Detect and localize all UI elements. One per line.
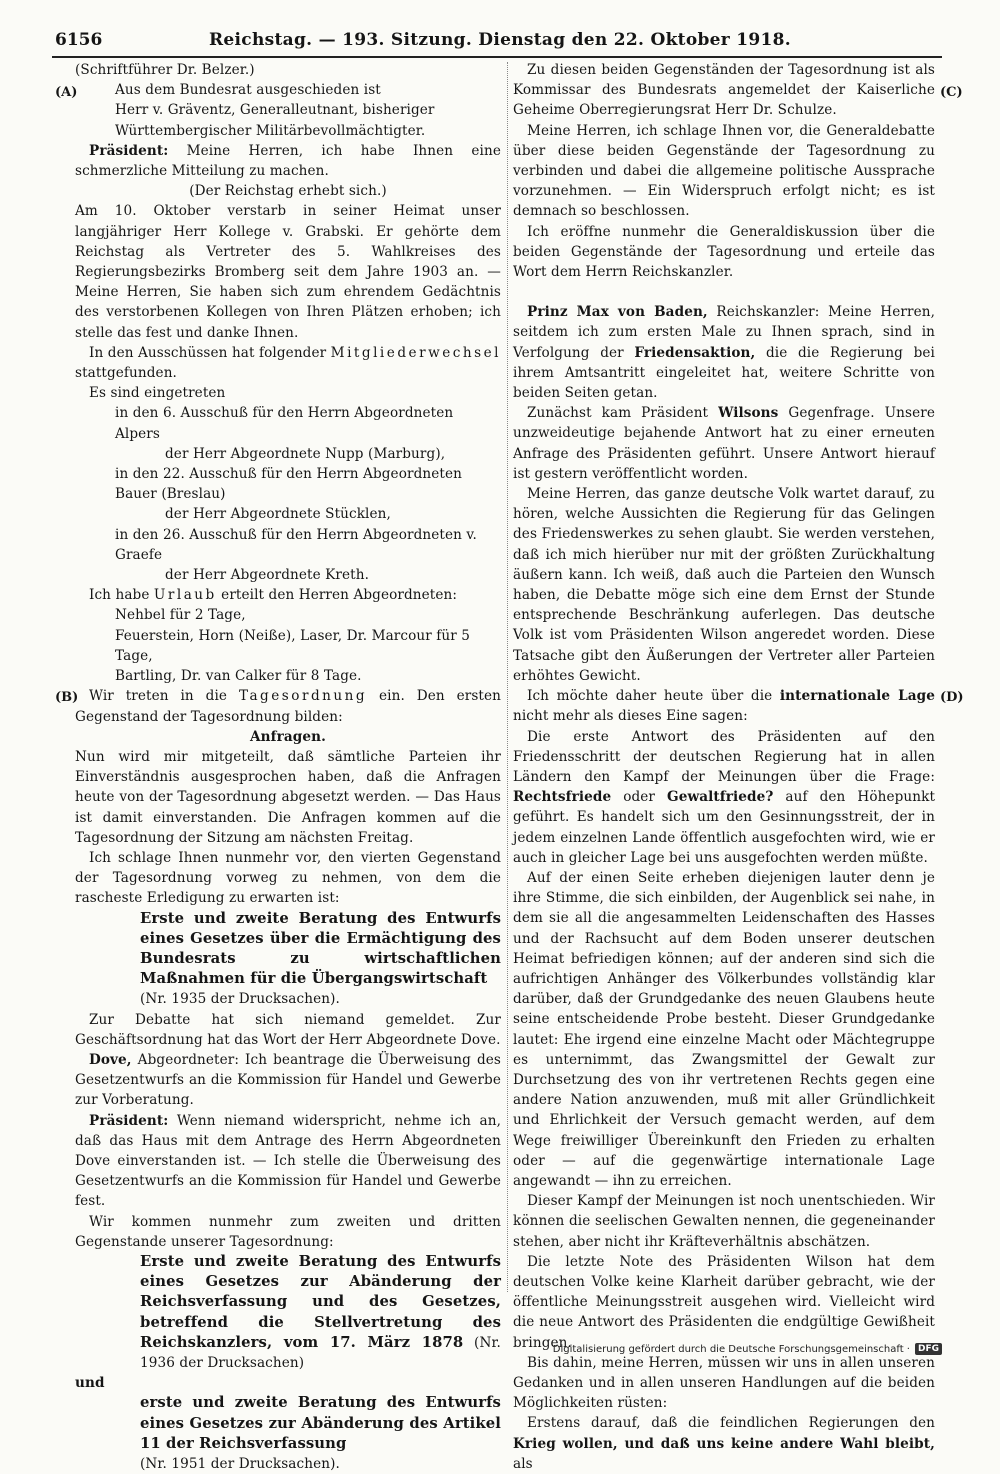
paragraph: Meine Herren, das ganze deutsche Volk wartet darauf, zu hören, welche Aussichten die Regierung für das Gelingen des Friedenswerkes zu sehen glaubt. Sie werden verstehen, daß ich mich hierüber nur mit der größten Zurückhaltung äußern kann. Ich weiß, daß auch die Parteien den Wunsch haben, die Debatte möge sich eine dem Ernst der Stunde entsprechende Beschränkung auferlegen. Das deutsche Volk ist vom Präsidenten Wilson angeredet worden. Diese Tatsache gibt den Äußerungen der Vertreter aller Parteien erhöhtes Gewicht.: [513, 486, 935, 684]
text: stattgefunden.: [75, 365, 177, 382]
paragraph: Die letzte Note des Präsidenten Wilson hat dem deutschen Volke keine Klarheit darüber gebracht, wie der öffentliche Meinungsstreit ausgehen wird. Vielleicht wird die neue Antwort des Präsidenten die endgültige Gewißheit bringen.: [513, 1253, 935, 1351]
agenda-reference: (Nr. 1935 der Drucksachen).: [140, 991, 340, 1008]
paragraph: (Schriftführer Dr. Belzer.): [75, 62, 255, 78]
paragraph: [75, 585, 501, 605]
emphasis: Gewaltfriede?: [667, 789, 774, 806]
speaker-name: Präsident:: [89, 142, 169, 159]
agenda-item: [75, 1393, 501, 1474]
spaced-term: Urlaub: [153, 587, 217, 604]
paragraph: Zu diesen beiden Gegenständen der Tagesordnung ist als Kommissar des Bundesrats angemeldet der Kaiserliche Geheime Oberregierungsrat Herr Dr. Schulze.: [513, 62, 935, 119]
paragraph: Zur Debatte hat sich niemand gemeldet. Zur Geschäftsordnung hat das Wort der Herr Abgeordnete Dove.: [75, 1011, 501, 1048]
speech-text: Meine Herren, ich habe Ihnen eine schmerzliche Mitteilung zu machen.: [75, 142, 501, 180]
paragraph: Nun wird mir mitgeteilt, daß sämtliche Parteien ihr Einverständnis ausgesprochen haben, daß die Anfragen heute von der Tagesordnung abgesetzt werden. — Das Haus ist damit einverstanden. Die Anfragen kommen auf die Tagesordnung der Sitzung am nächsten Freitag.: [75, 748, 501, 846]
paragraph: Ich schlage Ihnen nunmehr vor, den vierten Gegenstand der Tagesordnung vorweg zu nehmen, von dem die rascheste Erledigung zu erwarten ist:: [75, 849, 501, 907]
paragraph: [513, 302, 935, 403]
agenda-title: erste und zweite Beratung des Entwurfs eines Gesetzes zur Abänderung des Artikel 11 der Reichsverfassung: [140, 1394, 501, 1452]
text: Zunächst kam Präsident: [527, 405, 719, 422]
paragraph: Es sind eingetreten: [89, 385, 226, 402]
paragraph: Ich eröffne nunmehr die Generaldiskussion über die beiden Gegenstände der Tagesordnung und erteile das Wort dem Herrn Reichskanzler.: [513, 223, 935, 281]
paragraph: Bis dahin, meine Herren, müssen wir uns in allen unseren Gedanken und in allen unseren Handlungen auf die beiden Möglichkeiten rüsten:: [513, 1354, 935, 1412]
leave-entry: Feuerstein, Horn (Neiße), Laser, Dr. Marcour für 5 Tage,: [115, 627, 471, 664]
margin-mark-a: (A): [55, 85, 78, 100]
text: In den Ausschüssen hat folgender: [89, 344, 331, 361]
agenda-heading: Anfragen.: [250, 728, 326, 745]
text: Die erste Antwort des Präsidenten auf den Friedensschritt der deutschen Regierung hat in allen Ländern den Kampf der Meinungen über die Frage:: [513, 728, 935, 785]
paragraph: [75, 343, 501, 383]
margin-mark-c: (C): [940, 85, 963, 100]
conjunction: und: [75, 1375, 105, 1392]
text: Wir treten in die: [89, 688, 239, 705]
speaker-name: Dove,: [89, 1051, 132, 1068]
header-rule: [52, 56, 942, 58]
page-number: 6156: [55, 30, 103, 50]
paragraph: [75, 1111, 501, 1212]
paragraph: Auf der einen Seite erheben diejenigen lauter denn je ihre Stimme, die sich einbilden, der Augenblick sei nahe, in dem sie all die angesammelten Leidenschaften des Hasses und der Rachsucht auf dem Boden unserer deutschen Heimat befriedigen können; auf der anderen sind sich die aufrichtigen Anhänger des Völkerbundes vollständig klar darüber, daß der Grundgedanke des neuen Glaubens heute seine entscheidende Probe besteht. Dieser Grundgedanke lautet: Ehe irgend eine einzelne Macht oder Mächtegruppe es unternimmt, das Zwangsmittel der Gewalt zur Durchsetzung des von ihr vertretenen Rechts gegen eine andere Nation anzuwenden, muß mit aller Gründlichkeit und Ehrlichkeit der Versuch gemacht werden, auf dem Wege freiwilliger Übereinkunft den Frieden zu erhalten oder — auf die gegenwärtige internationale Lage angewandt — ihn zu erreichen.: [513, 869, 935, 1189]
speech-text: Wenn niemand widerspricht, nehme ich an, daß das Haus mit dem Antrage des Herrn Abgeordneten Dove einverstanden ist. — Ich stelle die Überweisung des Gesetzentwurfs an die Kommission für Handel und Gewerbe fest.: [75, 1112, 501, 1210]
column-divider: [507, 62, 509, 1292]
emphasis: Rechtsfriede: [513, 789, 612, 806]
emphasis: Krieg wollen, und daß uns keine andere Wahl bleibt,: [513, 1435, 935, 1452]
text: ein. Den ersten Gegenstand der Tagesordnung bilden:: [75, 688, 501, 725]
agenda-title: Erste und zweite Beratung des Entwurfs eines Gesetzes zur Abänderung der Reichsverfassung und des Gesetzes, betreffend die Stellvertretung des Reichskanzlers, vom 17. März 1878: [140, 1252, 501, 1351]
paragraph: [75, 686, 501, 726]
stage-direction: (Der Reichstag erhebt sich.): [189, 183, 387, 200]
speaker-name: Präsident:: [89, 1112, 169, 1129]
text: auf den Höhepunkt geführt. Es handelt sich um den Gesinnungsstreit, der in jedem einzelnen Lande öffentlich ausgefochten wird, wie er auch in gleicher Lage bei uns ausgefochten werden müßte.: [513, 789, 936, 866]
speaker-name: Prinz Max von Baden,: [527, 304, 708, 321]
paragraph: Am 10. Oktober verstarb in seiner Heimat unser langjähriger Herr Kollege v. Grabski. Er gehörte dem Reichstag als Vertreter des 5. Wahlkreises des Regierungsbezirks Bromberg seit dem Jahre 1903 an. — Meine Herren, Sie haben sich zum ehrendem Gedächtnis des verstorbenen Kollegen von Ihren Plätzen erhoben; ich stelle das fest und danke Ihnen.: [75, 203, 501, 341]
committee-member: der Herr Abgeordnete Nupp (Marburg),: [165, 445, 446, 462]
speech-text: Abgeordneter: Ich beantrage die Überweisung des Gesetzentwurfs an die Kommission für Handel und Gewerbe zur Vorberatung.: [75, 1051, 501, 1109]
agenda-title: Erste und zweite Beratung des Entwurfs eines Gesetzes über die Ermächtigung des Bundesrats zu wirtschaftlichen Maßnahmen für die Übergangswirtschaft: [140, 909, 501, 988]
footer-credit: Digitalisierung gefördert durch die Deutsche Forschungsgemeinschaft ·: [552, 1343, 910, 1355]
text: als: [513, 1455, 533, 1472]
paragraph: Wir kommen nunmehr zum zweiten und dritten Gegenstande unserer Tagesordnung:: [75, 1213, 501, 1250]
margin-mark-b: (B): [55, 690, 79, 705]
agenda-item: [75, 1252, 501, 1373]
text: oder: [611, 789, 667, 806]
leave-entry: Bartling, Dr. van Calker für 8 Tage.: [115, 668, 362, 685]
committee-entry: in den 22. Ausschuß für den Herrn Abgeordneten Bauer (Breslau): [115, 466, 462, 503]
dfg-logo: DFG: [915, 1343, 942, 1355]
paragraph: [513, 1413, 935, 1474]
committee-entry: in den 6. Ausschuß für den Herrn Abgeordneten Alpers: [115, 405, 454, 442]
text: Reichskanzler: Meine Herren, seitdem ich zum ersten Male zu Ihnen sprach, sind in Verfolgung der: [513, 304, 935, 361]
paragraph: Herr v. Gräventz, Generalleutnant, bisheriger Württembergischer Militärbevollmächtigter.: [115, 102, 435, 139]
leave-entry: Nehbel für 2 Tage,: [115, 607, 246, 624]
committee-entry: in den 26. Ausschuß für den Herrn Abgeordneten v. Graefe: [115, 526, 477, 563]
digitization-footer: [553, 1343, 942, 1355]
agenda-reference: (Nr. 1936 der Drucksachen): [140, 1334, 501, 1371]
margin-mark-d: (D): [940, 690, 964, 705]
emphasis: Friedensaktion,: [634, 344, 756, 361]
paragraph: [513, 727, 935, 868]
paragraph: [513, 403, 935, 484]
paragraph: Aus dem Bundesrat ausgeschieden ist: [115, 82, 381, 99]
paragraph: [513, 686, 935, 726]
paragraph: [75, 141, 501, 181]
left-column: [75, 60, 501, 1474]
text: erteilt den Herren Abgeordneten:: [216, 587, 458, 604]
text: Ich möchte daher heute über die: [527, 688, 780, 705]
spaced-term: Tagesordnung: [238, 688, 368, 705]
paragraph: [75, 1050, 501, 1111]
committee-member: der Herr Abgeordnete Stücklen,: [165, 506, 391, 523]
running-head: Reichstag. — 193. Sitzung. Dienstag den 22. Oktober 1918.: [209, 30, 791, 50]
text: Erstens darauf, daß die feindlichen Regierungen den: [527, 1415, 935, 1432]
text: die die Regierung bei ihrem Amtsantritt eingeleitet hat, weitere Schritte von beiden Seiten getan.: [513, 344, 935, 402]
text: Ich habe: [89, 587, 154, 604]
paragraph: Meine Herren, ich schlage Ihnen vor, die Generaldebatte über diese beiden Gegenstände der Tagesordnung zu verbinden und dabei die allgemeine politische Aussprache vorzunehmen. — Ein Widerspruch erfolgt nicht; es ist demnach so beschlossen.: [513, 122, 935, 220]
paragraph: Dieser Kampf der Meinungen ist noch unentschieden. Wir können die seelischen Gewalten nennen, die gegeneinander stehen, aber nicht ihr Kräfteverhältnis abschätzen.: [513, 1193, 935, 1250]
agenda-reference: (Nr. 1951 der Drucksachen).: [140, 1456, 340, 1473]
spaced-term: Mitgliederwechsel: [330, 344, 501, 361]
committee-member: der Herr Abgeordnete Kreth.: [165, 567, 369, 584]
emphasis: internationale Lage: [779, 688, 936, 705]
emphasis: Wilsons: [718, 405, 779, 422]
text: Gegenfrage. Unsere unzweideutige bejahende Antwort hat zu einer erneuten Anfrage des Präsidenten geführt. Unsere Antwort hierauf ist gestern veröffentlicht worden.: [513, 405, 935, 482]
agenda-item: [75, 909, 501, 1010]
text: nicht mehr als dieses Eine sagen:: [513, 708, 748, 725]
right-column: [513, 60, 935, 1474]
